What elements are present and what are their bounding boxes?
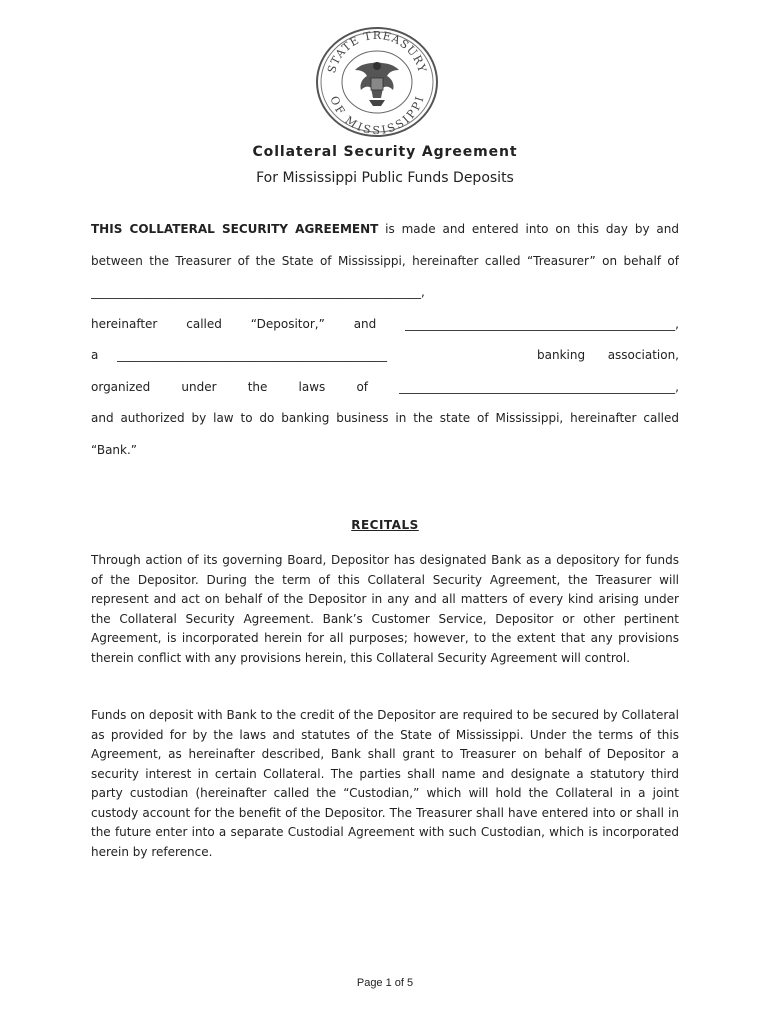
organized-under-laws-line: organized under the laws of ______________________________________________, <box>91 379 679 394</box>
seal-bottom-text: OF MISSISSIPPI <box>327 94 427 138</box>
bank-type-blank: _____________________________________________ <box>117 348 387 362</box>
depositor-name-blank: _______________________________________________________, <box>91 285 425 299</box>
bank-type-line <box>91 345 679 377</box>
seal-top-text: STATE TREASURY <box>325 28 429 75</box>
recitals-heading: RECITALS <box>351 518 419 532</box>
depositor-line: hereinafter called “Depositor,” and _____________________________________________, <box>91 316 679 331</box>
recital-paragraph-2: Funds on deposit with Bank to the credit of the Depositor are required to be secured by Collateral as provided for by the laws and statutes of the State of Mississippi. Under the terms of this Agreement, as hereinafter described, Bank shall grant to Treasurer on behalf of Depositor a security interest in certain Collateral. The parties shall name and designate a statutory third party custodian (hereinafter called the “Custodian,” which will hold the Collateral in a joint custody account for the benefit of the Depositor. The Treasurer shall have entered into or shall in the future enter into a separate Custodial Agreement with such Custodian, which is incorporated herein by reference. <box>91 708 679 859</box>
bank-type-a: a <box>91 348 99 362</box>
intro-line-1-text: is made and entered into on this day by and <box>378 222 679 236</box>
page-number: Page 1 of 5 <box>356 977 414 989</box>
intro-line-1 <box>91 219 679 251</box>
intro-line-7: and authorized by law to do banking business in the state of Mississippi, hereinafter called <box>91 411 679 425</box>
bank-type-association: association, <box>607 348 679 362</box>
intro-line-2: between the Treasurer of the State of Mississippi, hereinafter called “Treasurer” on behalf of <box>91 253 679 268</box>
state-treasury-seal <box>315 26 439 138</box>
document-title: Collateral Security Agreement <box>252 144 518 160</box>
recital-paragraph-1: Through action of its governing Board, Depositor has designated Bank as a depository for funds of the Depositor. During the term of this Collateral Security Agreement, the Treasurer will represent and act on behalf of the Depositor in any and all matters of every kind arising under the Collateral Security Agreement. Bank’s Customer Service, Depositor or other pertinent Agreement, is incorporated herein for all purposes; however, to the extent that any provisions therein conflict with any provisions herein, this Collateral Security Agreement will control. <box>91 553 679 665</box>
agreement-lead: THIS COLLATERAL SECURITY AGREEMENT <box>91 222 379 236</box>
intro-section <box>91 219 679 471</box>
document-subtitle: For Mississippi Public Funds Deposits <box>256 170 514 186</box>
bank-type-banking: banking <box>537 348 586 362</box>
intro-line-8: “Bank.” <box>91 442 138 457</box>
